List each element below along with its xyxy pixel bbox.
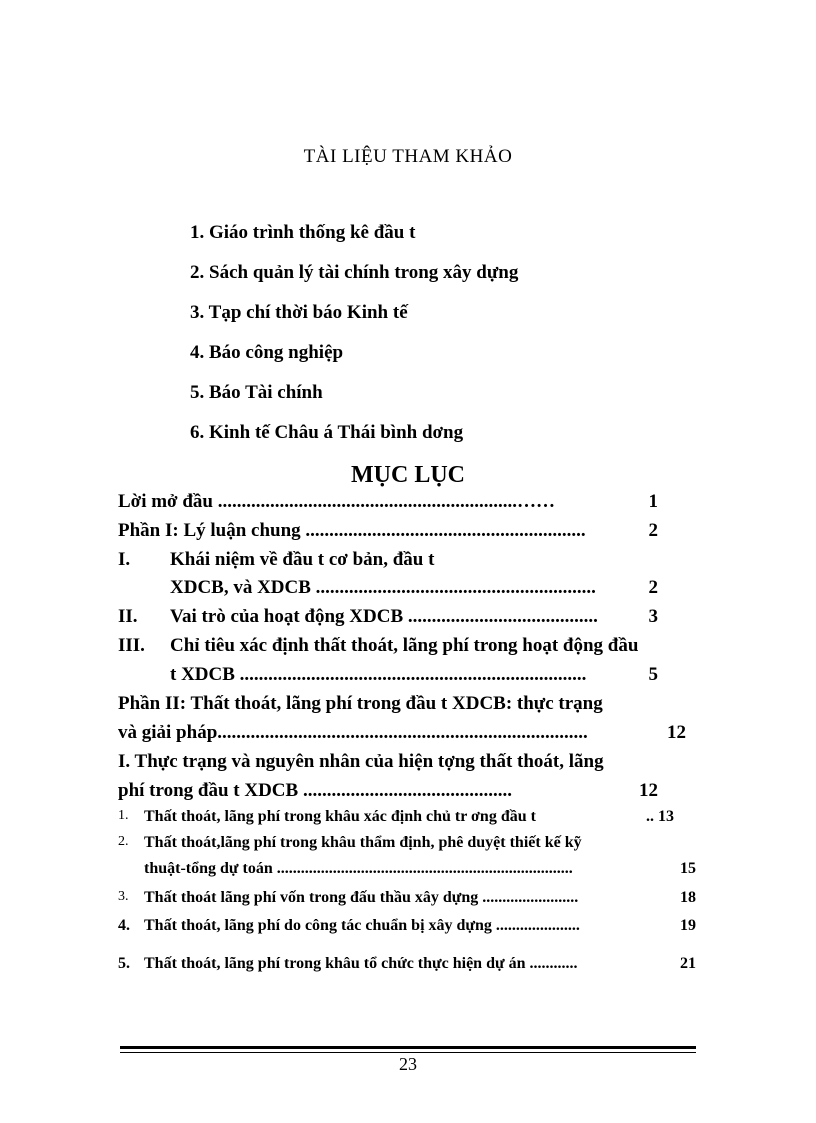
toc-page-number: 2 [648, 520, 658, 541]
toc-entry-label: 5. [118, 955, 130, 972]
toc-page-number: .. 13 [646, 808, 674, 825]
toc-entry-label: III. [118, 635, 145, 656]
reference-item: 6. Kinh tế Châu á Thái bình dơng [190, 422, 464, 443]
toc-entry-text: Chỉ tiêu xác định thất thoát, lãng phí trong hoạt động đầu [170, 635, 639, 656]
toc-page-number: 1 [648, 491, 658, 512]
reference-item: 1. Giáo trình thống kê đầu t [190, 222, 416, 243]
reference-item: 5. Báo Tài chính [190, 382, 323, 403]
toc-page-number: 21 [680, 955, 696, 972]
toc-page-number: 12 [667, 722, 686, 743]
toc-entry-text: và giải pháp.............................................................................. [118, 722, 588, 743]
toc-entry-text: Vai trò của hoạt động XDCB ........................................ [170, 606, 598, 627]
toc-page-number: 15 [680, 860, 696, 877]
toc-page-number: 12 [639, 780, 658, 801]
toc-entry [118, 751, 696, 773]
toc-entry-text: t XDCB ......................................................................... [170, 664, 587, 685]
toc-entry-label: 4. [118, 917, 130, 934]
toc-entry [118, 693, 696, 715]
toc-entry-label: I. [118, 549, 131, 570]
toc-entry-text: XDCB, và XDCB ........................................................... [170, 577, 596, 598]
toc-entry-continuation [118, 780, 696, 802]
toc-entry-text: thuật-tổng dự toán .......................................................................... [144, 860, 573, 877]
reference-item: 2. Sách quản lý tài chính trong xây dựng [190, 262, 519, 283]
footer-rule-thick [120, 1046, 696, 1049]
toc-entry-label: II. [118, 606, 138, 627]
toc-entry-text: Thất thoát lãng phí vốn trong đấu thầu xây dựng ........................ [144, 889, 579, 906]
toc-page-number: 19 [680, 917, 696, 934]
toc-page-number: 3 [648, 606, 658, 627]
toc-page-number: 2 [648, 577, 658, 598]
page-number: 23 [399, 1054, 417, 1074]
toc-entry-text: phí trong đầu t XDCB ............................................ [118, 780, 512, 801]
reference-item: 3. Tạp chí thời báo Kinh tế [190, 302, 408, 323]
toc-entry-text: Thất thoát, lãng phí trong khâu xác định chủ tr ơng đầu t [144, 808, 536, 825]
toc-page-number: 5 [648, 664, 658, 685]
toc-entry-text: I. Thực trạng và nguyên nhân của hiện tợng thất thoát, lãng [118, 751, 604, 772]
footer-rule-thin [120, 1052, 696, 1053]
toc-entry-text: Phần I: Lý luận chung ........................................................... [118, 520, 586, 541]
toc-entry [118, 491, 696, 513]
toc-title: MỤC LỤC [351, 462, 465, 488]
toc-entry-label: 1. [118, 808, 129, 823]
toc-entry-label: 2. [118, 834, 129, 849]
toc-entry-text: Thất thoát, lãng phí trong khâu tổ chức thực hiện dự án ............ [144, 955, 578, 972]
toc-entry-label: 3. [118, 889, 129, 904]
reference-item: 4. Báo công nghiệp [190, 342, 344, 363]
toc-entry-continuation [118, 722, 696, 744]
toc-entry-text: Thất thoát,lãng phí trong khâu thẩm định, phê duyệt thiết kế kỹ [144, 834, 582, 851]
toc-entry [118, 520, 696, 542]
toc-entry-text: Thất thoát, lãng phí do công tác chuẩn bị xây dựng ..................... [144, 917, 580, 934]
toc-entry-text: Phần II: Thất thoát, lãng phí trong đầu t XDCB: thực trạng [118, 693, 603, 714]
references-title: TÀI LIỆU THAM KHẢO [303, 146, 513, 167]
toc-entry-text: Khái niệm về đầu t cơ bản, đầu t [170, 549, 435, 570]
toc-entry-text: Lời mở đầu ...............................................................…… [118, 491, 555, 512]
toc-page-number: 18 [680, 889, 696, 906]
